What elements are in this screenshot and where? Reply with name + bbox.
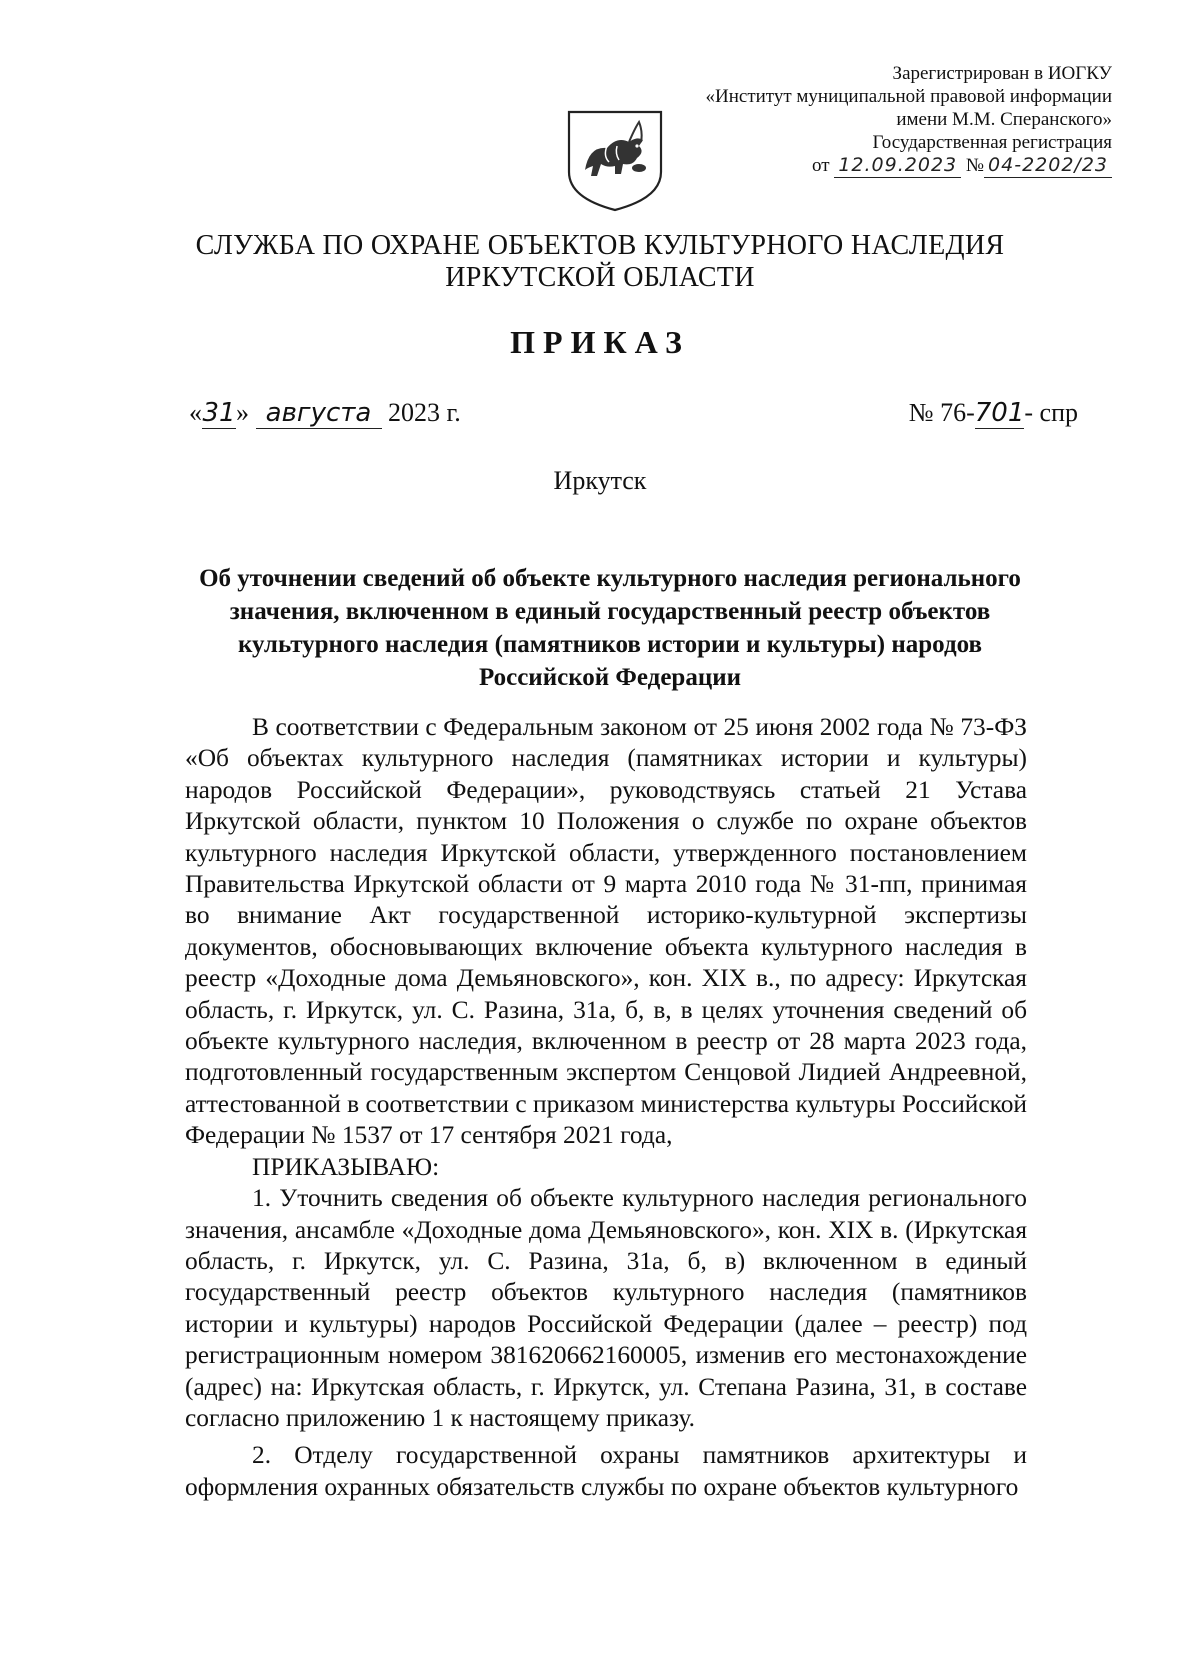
registration-line-3: имени М.М. Сперанского» xyxy=(896,109,1112,130)
number-handwritten: 701 xyxy=(974,398,1025,428)
number-prefix: № 76- xyxy=(908,398,975,427)
document-type: ПРИКАЗ xyxy=(510,324,690,360)
document-subject: Об уточнении сведений об объекте культурного наследия регионального значения, включенном в единый государственный реестр объектов культурного наследия (памятников истории и культуры) народов Российской Федерации xyxy=(199,565,1021,691)
item-1-paragraph: 1. Уточнить сведения об объекте культурного наследия регионального значения, ансамбле «Доходные дома Демьяновского», кон. XIX в. (Иркутская область, г. Иркутск, ул. С. Разина, 31а, б, в) включенном в единый государственный реестр объектов культурного наследия (памятников истории и культуры) народов Российской Федерации (далее – реестр) под регистрационным номером 381620662160005, изменив его местонахождение (адрес) на: Иркутская область, г. Иркутск, ул. Степана Разина, 31, в составе согласно приложению 1 к настоящему приказу. xyxy=(185,1184,1027,1432)
registration-stamp xyxy=(592,62,1112,178)
date-open-quote: « xyxy=(189,398,202,427)
document-number xyxy=(909,398,1078,429)
city: Иркутск xyxy=(553,466,647,495)
date-day: 31 xyxy=(202,398,236,428)
document-date xyxy=(189,398,461,429)
registration-number: 04-2202/23 xyxy=(984,154,1112,178)
irkutsk-coat-of-arms-icon xyxy=(563,106,667,214)
preamble-paragraph: В соответствии с Федеральным законом от 25 июня 2002 года № 73-ФЗ «Об объектах культурного наследия (памятниках истории и культуры) народов Российской Федерации», руководствуясь статьей 21 Устава Иркутской области, пунктом 10 Положения о службе по охране объектов культурного наследия Иркутской области, утвержденного постановлением Правительства Иркутской области от 9 марта 2010 года № 31-пп, принимая во внимание Акт государственной историко-культурной экспертизы документов, обосновывающих включение объекта культурного наследия в реестр «Доходные дома Демьяновского», кон. XIX в., по адресу: Иркутская область, г. Иркутск, ул. С. Разина, 31а, б, в, в целях уточнения сведений об объекте культурного наследия, включенном в реестр от 28 марта 2023 года, подготовленный государственным экспертом Сенцовой Лидией Андреевной, аттестованной в соответствии с приказом министерства культуры Российской Федерации № 1537 от 17 сентября 2021 года, xyxy=(185,713,1027,1150)
order-word: ПРИКАЗЫВАЮ: xyxy=(252,1152,440,1181)
registration-number-line xyxy=(592,154,1112,178)
registration-date: 12.09.2023 xyxy=(834,154,961,178)
organization-name-line-1: СЛУЖБА ПО ОХРАНЕ ОБЪЕКТОВ КУЛЬТУРНОГО НАСЛЕДИЯ xyxy=(195,230,1005,261)
date-close-quote: » xyxy=(236,398,249,427)
registration-line-1: Зарегистрирован в ИОГКУ xyxy=(892,63,1112,84)
registration-number-prefix: № xyxy=(965,155,985,176)
date-month: августа xyxy=(256,398,382,429)
item-2-paragraph: 2. Отделу государственной охраны памятников архитектуры и оформления охранных обязательств службы по охране объектов культурного xyxy=(185,1441,1027,1501)
document-body xyxy=(185,712,1027,1503)
number-suffix: - спр xyxy=(1024,398,1078,427)
organization-name xyxy=(0,230,1200,294)
date-year: 2023 г. xyxy=(388,398,461,427)
registration-date-prefix: от xyxy=(812,155,830,176)
registration-line-4: Государственная регистрация xyxy=(872,132,1112,153)
registration-line-2: «Институт муниципальной правовой информации xyxy=(705,86,1112,107)
organization-name-line-2: ИРКУТСКОЙ ОБЛАСТИ xyxy=(445,262,755,293)
